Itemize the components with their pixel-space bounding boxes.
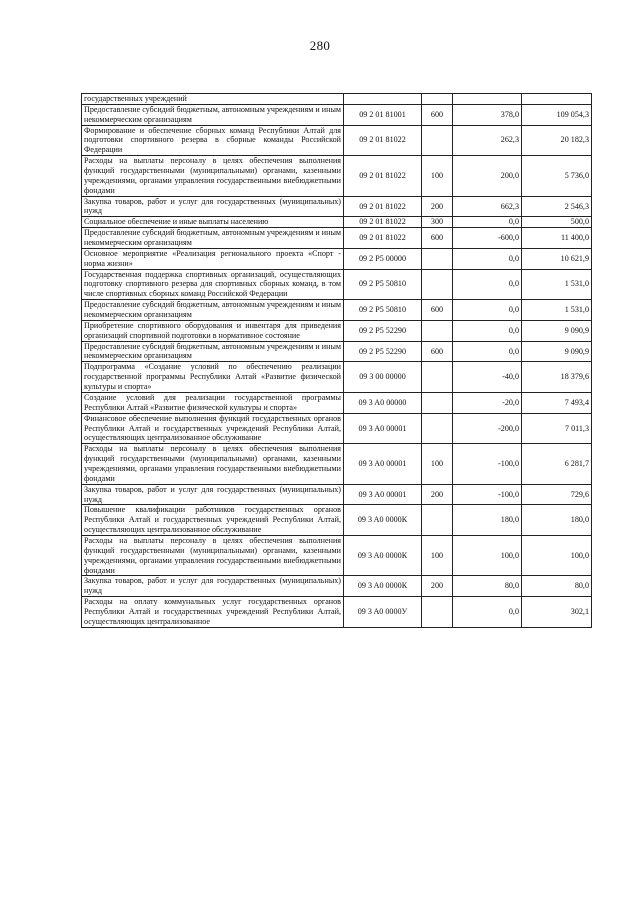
target-code-cell: 09 3 00 00000 (344, 362, 422, 393)
expense-type-cell (422, 362, 453, 393)
change-amount-cell: -600,0 (453, 228, 522, 249)
change-amount-cell: 378,0 (453, 104, 522, 125)
expense-type-cell: 200 (422, 576, 453, 597)
expense-name-cell: Закупка товаров, работ и услуг для государственных (муниципальных) нужд (82, 196, 344, 217)
target-code-cell: 09 3 A0 00001 (344, 484, 422, 505)
expense-type-cell: 100 (422, 535, 453, 575)
change-amount-cell: 0,0 (453, 269, 522, 300)
expense-name-cell: Расходы на оплату коммунальных услуг государственных органов Республики Алтай и государственных учреждений Республики Алтай, осуществляющих централизованное (82, 597, 344, 628)
table-row (82, 156, 592, 196)
target-code-cell: 09 3 A0 0000К (344, 535, 422, 575)
change-amount-cell: 180,0 (453, 505, 522, 536)
expense-type-cell: 300 (422, 217, 453, 228)
total-amount-cell (522, 94, 592, 105)
table-row (82, 196, 592, 217)
target-code-cell: 09 3 A0 0000У (344, 597, 422, 628)
change-amount-cell: -100,0 (453, 444, 522, 484)
table-row (82, 104, 592, 125)
change-amount-cell: -200,0 (453, 413, 522, 444)
table-body (82, 94, 592, 628)
target-code-cell: 09 2 P5 52290 (344, 320, 422, 341)
expense-type-cell (422, 505, 453, 536)
total-amount-cell: 180,0 (522, 505, 592, 536)
table-row (82, 217, 592, 228)
target-code-cell: 09 2 01 81022 (344, 196, 422, 217)
expense-name-cell: государственных учреждений (82, 94, 344, 105)
table-row (82, 341, 592, 362)
total-amount-cell: 1 531,0 (522, 269, 592, 300)
table-row (82, 576, 592, 597)
change-amount-cell: 0,0 (453, 217, 522, 228)
table-row (82, 505, 592, 536)
total-amount-cell: 20 182,3 (522, 125, 592, 156)
target-code-cell: 09 2 P5 50810 (344, 300, 422, 321)
total-amount-cell: 729,6 (522, 484, 592, 505)
expense-name-cell: Повышение квалификации работников государственных органов Республики Алтай и государственных учреждений Республики Алтай, осуществляющих централизованное обслуживание (82, 505, 344, 536)
expense-name-cell: Закупка товаров, работ и услуг для государственных (муниципальных) нужд (82, 484, 344, 505)
target-code-cell (344, 94, 422, 105)
expense-type-cell (422, 597, 453, 628)
change-amount-cell (453, 94, 522, 105)
expense-type-cell: 600 (422, 104, 453, 125)
change-amount-cell: 0,0 (453, 320, 522, 341)
target-code-cell: 09 2 01 81022 (344, 217, 422, 228)
target-code-cell: 09 2 P5 52290 (344, 341, 422, 362)
expense-name-cell: Расходы на выплаты персоналу в целях обеспечения выполнения функций государственными (муниципальными) органами, казенными учреждениями, органами управления государственными внебюджетными фондами (82, 535, 344, 575)
total-amount-cell: 100,0 (522, 535, 592, 575)
expense-name-cell: Закупка товаров, работ и услуг для государственных (муниципальных) нужд (82, 576, 344, 597)
expense-name-cell: Предоставление субсидий бюджетным, автономным учреждениям и иным некоммерческим организациям (82, 300, 344, 321)
page-number: 280 (309, 38, 331, 53)
expense-type-cell (422, 413, 453, 444)
expense-name-cell: Расходы на выплаты персоналу в целях обеспечения выполнения функций государственными (муниципальными) органами, казенными учреждениями, органами управления государственными внебюджетными фондами (82, 156, 344, 196)
target-code-cell: 09 3 A0 00001 (344, 444, 422, 484)
expense-type-cell (422, 320, 453, 341)
expense-name-cell: Расходы на выплаты персоналу в целях обеспечения выполнения функций государственными (муниципальными) органами, казенными учреждениями, органами управления государственными внебюджетными фондами (82, 444, 344, 484)
table-row (82, 320, 592, 341)
expense-type-cell: 100 (422, 444, 453, 484)
target-code-cell: 09 3 A0 0000К (344, 505, 422, 536)
budget-table (81, 93, 592, 628)
expense-type-cell (422, 125, 453, 156)
total-amount-cell: 80,0 (522, 576, 592, 597)
expense-name-cell: Приобретение спортивного оборудования и инвентаря для приведения организаций спортивной подготовки в нормативное состояние (82, 320, 344, 341)
total-amount-cell: 7 011,3 (522, 413, 592, 444)
total-amount-cell: 500,0 (522, 217, 592, 228)
table-row (82, 413, 592, 444)
table-row (82, 125, 592, 156)
expense-name-cell: Основное мероприятие «Реализация регионального проекта «Спорт - норма жизни» (82, 248, 344, 269)
expense-name-cell: Предоставление субсидий бюджетным, автономным учреждениям и иным некоммерческим организациям (82, 228, 344, 249)
total-amount-cell: 109 054,3 (522, 104, 592, 125)
expense-name-cell: Формирование и обеспечение сборных команд Республики Алтай для подготовки спортивного резерва в сборные команды Российской Федерации (82, 125, 344, 156)
target-code-cell: 09 2 01 81022 (344, 228, 422, 249)
change-amount-cell: -100,0 (453, 484, 522, 505)
total-amount-cell: 6 281,7 (522, 444, 592, 484)
expense-type-cell (422, 248, 453, 269)
table-row (82, 392, 592, 413)
target-code-cell: 09 2 P5 50810 (344, 269, 422, 300)
total-amount-cell: 18 379,6 (522, 362, 592, 393)
target-code-cell: 09 2 01 81022 (344, 156, 422, 196)
expense-name-cell: Предоставление субсидий бюджетным, автономным учреждениям и иным некоммерческим организациям (82, 104, 344, 125)
total-amount-cell: 11 400,0 (522, 228, 592, 249)
change-amount-cell: 80,0 (453, 576, 522, 597)
table-row (82, 597, 592, 628)
change-amount-cell: 200,0 (453, 156, 522, 196)
expense-type-cell (422, 269, 453, 300)
change-amount-cell: 262,3 (453, 125, 522, 156)
table-row (82, 94, 592, 105)
expense-type-cell: 600 (422, 300, 453, 321)
table-row (82, 269, 592, 300)
target-code-cell: 09 2 01 81001 (344, 104, 422, 125)
table-row (82, 484, 592, 505)
total-amount-cell: 1 531,0 (522, 300, 592, 321)
total-amount-cell: 5 736,0 (522, 156, 592, 196)
change-amount-cell: 662,3 (453, 196, 522, 217)
total-amount-cell: 7 493,4 (522, 392, 592, 413)
expense-name-cell: Создание условий для реализации государственной программы Республики Алтай «Развитие физической культуры и спорта» (82, 392, 344, 413)
table-row (82, 228, 592, 249)
target-code-cell: 09 3 A0 00001 (344, 413, 422, 444)
table-row (82, 248, 592, 269)
expense-type-cell: 600 (422, 341, 453, 362)
table-row (82, 300, 592, 321)
expense-type-cell: 100 (422, 156, 453, 196)
table-row (82, 362, 592, 393)
target-code-cell: 09 2 P5 00000 (344, 248, 422, 269)
expense-name-cell: Предоставление субсидий бюджетным, автономным учреждениям и иным некоммерческим организациям (82, 341, 344, 362)
total-amount-cell: 2 546,3 (522, 196, 592, 217)
table-row (82, 444, 592, 484)
target-code-cell: 09 2 01 81022 (344, 125, 422, 156)
total-amount-cell: 302,1 (522, 597, 592, 628)
change-amount-cell: 0,0 (453, 597, 522, 628)
expense-type-cell (422, 392, 453, 413)
change-amount-cell: -40,0 (453, 362, 522, 393)
table-row (82, 535, 592, 575)
expense-type-cell: 200 (422, 196, 453, 217)
expense-type-cell: 200 (422, 484, 453, 505)
expense-type-cell (422, 94, 453, 105)
change-amount-cell: 0,0 (453, 341, 522, 362)
total-amount-cell: 9 090,9 (522, 341, 592, 362)
change-amount-cell: -20,0 (453, 392, 522, 413)
expense-name-cell: Финансовое обеспечение выполнения функций государственных органов Республики Алтай и государственных учреждений Республики Алтай, осуществляющих централизованное обслуживание (82, 413, 344, 444)
expense-name-cell: Подпрограмма «Создание условий по обеспечению реализации государственной программы Республики Алтай «Развитие физической культуры и спорта» (82, 362, 344, 393)
total-amount-cell: 10 621,9 (522, 248, 592, 269)
change-amount-cell: 100,0 (453, 535, 522, 575)
total-amount-cell: 9 090,9 (522, 320, 592, 341)
expense-name-cell: Государственная поддержка спортивных организаций, осуществляющих подготовку спортивного резерва для спортивных сборных команд, в том числе спортивных сборных команд Российской Федерации (82, 269, 344, 300)
expense-name-cell: Социальное обеспечение и иные выплаты населению (82, 217, 344, 228)
target-code-cell: 09 3 A0 0000К (344, 576, 422, 597)
expense-type-cell: 600 (422, 228, 453, 249)
change-amount-cell: 0,0 (453, 248, 522, 269)
change-amount-cell: 0,0 (453, 300, 522, 321)
target-code-cell: 09 3 A0 00000 (344, 392, 422, 413)
